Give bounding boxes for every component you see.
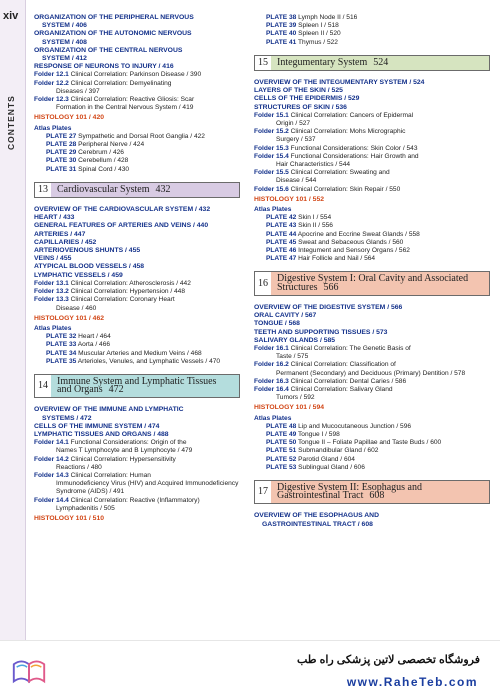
plate-title: Muscular Arteries and Medium Veins / 468 bbox=[78, 349, 202, 357]
folder-label: Folder 13.2 bbox=[34, 288, 69, 296]
plate-entry[interactable] bbox=[34, 341, 240, 349]
folder-label: Folder 15.5 bbox=[254, 169, 289, 177]
plate-entry[interactable] bbox=[254, 239, 490, 247]
plate-title: Spleen I / 518 bbox=[298, 22, 339, 30]
plate-title: Skin I / 554 bbox=[298, 214, 332, 222]
folder-label: Folder 12.2 bbox=[34, 79, 69, 87]
plate-entry[interactable] bbox=[34, 157, 240, 165]
chapter-header-16[interactable] bbox=[254, 271, 490, 295]
chapter-number: 14 bbox=[38, 380, 48, 392]
folder-entry[interactable] bbox=[34, 472, 240, 497]
plate-label: PLATE 35 bbox=[46, 357, 77, 365]
folder-label: Folder 12.3 bbox=[34, 96, 69, 104]
plate-entry[interactable] bbox=[254, 231, 490, 239]
folder-title-continued: Reactions / 480 bbox=[56, 463, 102, 471]
plate-title: Hair Follicle and Nail / 564 bbox=[298, 255, 376, 263]
folder-entry[interactable] bbox=[34, 288, 240, 296]
chapter-page: 472 bbox=[108, 384, 124, 396]
toc-section-link[interactable]: LAYERS OF THE SKIN / 525 bbox=[254, 87, 343, 95]
plate-label: PLATE 27 bbox=[46, 132, 77, 140]
plate-entry[interactable] bbox=[34, 141, 240, 149]
plate-title: Submandibular Gland / 602 bbox=[298, 447, 379, 455]
toc-section-link[interactable]: GASTROINTESTINAL TRACT / 608 bbox=[262, 520, 373, 528]
plate-entry[interactable] bbox=[34, 333, 240, 341]
folder-label: Folder 14.3 bbox=[34, 471, 69, 479]
toc-section-link[interactable]: HEART / 433 bbox=[34, 214, 75, 222]
folder-title-continued: Tumors / 592 bbox=[276, 394, 315, 402]
plate-title: Tongue I / 598 bbox=[298, 430, 340, 438]
folder-title: Clinical Correlation: Atherosclerosis / 442 bbox=[70, 279, 191, 287]
atlas-plates-heading: Atlas Plates bbox=[254, 414, 292, 422]
folder-title-continued: Diseases / 397 bbox=[56, 87, 100, 95]
plate-entry[interactable] bbox=[34, 133, 240, 141]
folder-title-continued: Immunodeficiency Virus (HIV) and Acquired Immunodeficiency Syndrome (AIDS) / 491 bbox=[56, 480, 239, 496]
folder-title-continued: Lymphadenitis / 505 bbox=[56, 504, 115, 512]
folder-label: Folder 16.1 bbox=[254, 344, 289, 352]
folder-entry[interactable] bbox=[254, 386, 490, 402]
plate-entry[interactable] bbox=[254, 22, 490, 30]
folder-title: Clinical Correlation: Hypertension / 448 bbox=[70, 288, 186, 296]
plate-entry[interactable] bbox=[254, 30, 490, 38]
folder-title-continued: Names T Lymphocyte and B Lymphocyte / 479 bbox=[56, 447, 193, 455]
folder-label: Folder 13.3 bbox=[34, 296, 69, 304]
folder-title-continued: Disease / 460 bbox=[56, 304, 97, 312]
chapter-title-box bbox=[51, 375, 239, 397]
plate-entry[interactable] bbox=[254, 14, 490, 22]
folder-entry[interactable] bbox=[34, 80, 240, 96]
plate-label: PLATE 30 bbox=[46, 157, 77, 165]
folder-label: Folder 14.4 bbox=[34, 496, 69, 504]
plate-title: Lip and Mucocutaneous Junction / 596 bbox=[298, 422, 412, 430]
plate-entry[interactable] bbox=[34, 358, 240, 366]
histology-101-link[interactable]: HISTOLOGY 101 / 462 bbox=[34, 314, 105, 322]
chapter-page: 432 bbox=[155, 183, 171, 195]
chapter-header-14[interactable] bbox=[34, 374, 240, 398]
toc-section-link[interactable]: CELLS OF THE IMMUNE SYSTEM / 474 bbox=[34, 422, 160, 430]
plate-label: PLATE 40 bbox=[266, 30, 297, 38]
chapter-number: 16 bbox=[258, 277, 268, 289]
plate-label: PLATE 45 bbox=[266, 238, 297, 246]
toc-section-link[interactable]: TEETH AND SUPPORTING TISSUES / 573 bbox=[254, 328, 388, 336]
chapter-title: Cardiovascular System bbox=[57, 183, 150, 195]
toc-section-link[interactable]: OVERVIEW OF THE IMMUNE AND LYMPHATIC bbox=[34, 406, 184, 414]
chapter-title-box bbox=[271, 272, 489, 294]
plate-title: Peripheral Nerve / 424 bbox=[78, 141, 145, 149]
chapter-title-box bbox=[271, 481, 489, 503]
plate-label: PLATE 49 bbox=[266, 430, 297, 438]
folder-entry[interactable] bbox=[254, 345, 490, 361]
toc-section-link[interactable]: GENERAL FEATURES OF ARTERIES AND VEINS / 440 bbox=[34, 222, 209, 230]
open-book-logo-icon bbox=[10, 651, 48, 689]
toc-section-link[interactable]: SYSTEM / 406 bbox=[42, 22, 87, 30]
folder-entry[interactable] bbox=[34, 296, 240, 312]
folder-entry[interactable] bbox=[34, 456, 240, 472]
chapter-page: 608 bbox=[369, 490, 385, 502]
toc-section-link[interactable]: CELLS OF THE EPIDERMIS / 529 bbox=[254, 95, 360, 103]
folder-title: Clinical Correlation: Dental Caries / 586 bbox=[290, 377, 407, 385]
atlas-plates-heading: Atlas Plates bbox=[254, 206, 292, 214]
plate-title: Sympathetic and Dorsal Root Ganglia / 422 bbox=[78, 132, 205, 140]
watermark-url: www.RaheTeb.com bbox=[346, 675, 478, 689]
chapter-header-17[interactable] bbox=[254, 480, 490, 504]
plate-label: PLATE 38 bbox=[266, 14, 297, 21]
folder-label: Folder 16.2 bbox=[254, 361, 289, 369]
histology-101-link[interactable]: HISTOLOGY 101 / 552 bbox=[254, 195, 325, 203]
plate-title: Lymph Node II / 516 bbox=[298, 14, 358, 21]
plate-title: Parotid Gland / 604 bbox=[298, 455, 355, 463]
chapter-number: 13 bbox=[38, 183, 48, 195]
watermark-persian-text: فروشگاه تخصصی لاتین پزشکی راه طب bbox=[296, 654, 480, 666]
folder-title: Clinical Correlation: Sweating and bbox=[290, 169, 390, 177]
folder-entry[interactable] bbox=[254, 378, 490, 386]
folder-title: Clinical Correlation: Demyelinating bbox=[70, 79, 172, 87]
atlas-plates-heading: Atlas Plates bbox=[34, 124, 72, 132]
toc-section-link[interactable]: ORGANIZATION OF THE AUTONOMIC NERVOUS bbox=[34, 30, 192, 38]
toc-section-link[interactable]: SYSTEM / 412 bbox=[42, 55, 87, 63]
plate-title: Tongue II – Foliate Papillae and Taste Buds / 600 bbox=[298, 439, 442, 447]
toc-section-link[interactable]: ATYPICAL BLOOD VESSELS / 458 bbox=[34, 263, 145, 271]
plate-entry[interactable] bbox=[254, 447, 490, 455]
page-number: xiv bbox=[3, 10, 19, 22]
folder-label: Folder 15.2 bbox=[254, 128, 289, 136]
folder-label: Folder 16.4 bbox=[254, 385, 289, 393]
plate-label: PLATE 44 bbox=[266, 230, 297, 238]
plate-entry[interactable] bbox=[254, 214, 490, 222]
folder-label: Folder 15.1 bbox=[254, 111, 289, 119]
folder-title-continued: Disease / 544 bbox=[276, 177, 317, 185]
plate-title: Sublingual Gland / 606 bbox=[298, 463, 365, 471]
toc-section-link[interactable]: SALIVARY GLANDS / 585 bbox=[254, 336, 336, 344]
chapter-title: Immune System and Lymphatic Tissues and Organs bbox=[57, 375, 217, 396]
chapter-header-13[interactable] bbox=[34, 182, 240, 198]
toc-section-link[interactable]: OVERVIEW OF THE CARDIOVASCULAR SYSTEM / 432 bbox=[34, 206, 211, 214]
plate-label: PLATE 39 bbox=[266, 22, 297, 30]
plate-entry[interactable] bbox=[254, 255, 490, 263]
plate-label: PLATE 51 bbox=[266, 447, 297, 455]
toc-section-link[interactable]: RESPONSE OF NEURONS TO INJURY / 416 bbox=[34, 63, 174, 71]
folder-entry[interactable] bbox=[254, 361, 490, 377]
folder-title-continued: Origin / 527 bbox=[276, 120, 311, 128]
toc-section-link[interactable]: OVERVIEW OF THE DIGESTIVE SYSTEM / 566 bbox=[254, 303, 403, 311]
histology-101-link[interactable]: HISTOLOGY 101 / 510 bbox=[34, 514, 105, 522]
atlas-plates-heading: Atlas Plates bbox=[34, 324, 72, 332]
toc-section-link[interactable]: LYMPHATIC TISSUES AND ORGANS / 488 bbox=[34, 430, 169, 438]
plate-title: Aorta / 466 bbox=[77, 341, 111, 349]
folder-title: Clinical Correlation: Coronary Heart bbox=[70, 296, 175, 304]
folder-title: Clinical Correlation: Human bbox=[70, 471, 151, 479]
plate-entry[interactable] bbox=[254, 423, 490, 431]
toc-left-column bbox=[34, 14, 240, 523]
plate-title: Thymus / 522 bbox=[298, 38, 338, 46]
folder-label: Folder 13.1 bbox=[34, 279, 69, 287]
toc-section-link[interactable]: STRUCTURES OF SKIN / 536 bbox=[254, 103, 347, 111]
plate-entry[interactable] bbox=[254, 464, 490, 472]
contents-side-label bbox=[6, 88, 20, 158]
plate-label: PLATE 32 bbox=[46, 333, 77, 341]
folder-label: Folder 16.3 bbox=[254, 377, 289, 385]
plate-title: Spleen II / 520 bbox=[298, 30, 341, 38]
chapter-header-15[interactable] bbox=[254, 55, 490, 71]
plate-label: PLATE 41 bbox=[266, 38, 297, 46]
chapter-page: 524 bbox=[373, 56, 389, 68]
toc-section-link[interactable]: ARTERIES / 447 bbox=[34, 230, 86, 238]
plate-entry[interactable] bbox=[254, 456, 490, 464]
plate-label: PLATE 33 bbox=[46, 341, 77, 349]
plate-title: Cerebellum / 428 bbox=[78, 157, 129, 165]
folder-entry[interactable] bbox=[34, 96, 240, 112]
folder-title-continued: Taste / 575 bbox=[276, 353, 309, 361]
plate-label: PLATE 31 bbox=[46, 165, 77, 173]
folder-label: Folder 14.1 bbox=[34, 439, 69, 447]
folder-title: Clinical Correlation: Classification of bbox=[290, 361, 396, 369]
folder-title: Clinical Correlation: Skin Repair / 550 bbox=[290, 185, 401, 193]
chapter-title-box bbox=[271, 56, 489, 70]
folder-title: Functional Considerations: Skin Color / 543 bbox=[290, 144, 418, 152]
folder-label: Folder 12.1 bbox=[34, 71, 69, 79]
histology-101-link[interactable]: HISTOLOGY 101 / 594 bbox=[254, 404, 325, 412]
toc-section-link[interactable]: VEINS / 455 bbox=[34, 255, 72, 263]
toc-section-link[interactable]: OVERVIEW OF THE INTEGUMENTARY SYSTEM / 524 bbox=[254, 79, 425, 87]
plate-entry[interactable] bbox=[254, 39, 490, 47]
histology-101-link[interactable]: HISTOLOGY 101 / 420 bbox=[34, 114, 105, 122]
toc-section-link[interactable]: ORGANIZATION OF THE PERIPHERAL NERVOUS bbox=[34, 14, 194, 21]
toc-section-link[interactable]: ARTERIOVENOUS SHUNTS / 455 bbox=[34, 247, 141, 255]
folder-title-continued: Formation in the Central Nervous System / 419 bbox=[56, 104, 194, 112]
folder-entry[interactable] bbox=[34, 439, 240, 455]
folder-title: Clinical Correlation: Salivary Gland bbox=[290, 385, 393, 393]
toc-section-link[interactable]: LYMPHATIC VESSELS / 459 bbox=[34, 271, 123, 279]
plate-entry[interactable] bbox=[34, 166, 240, 174]
plate-label: PLATE 29 bbox=[46, 149, 77, 157]
plate-label: PLATE 43 bbox=[266, 222, 297, 230]
plate-label: PLATE 46 bbox=[266, 247, 297, 255]
toc-section-link[interactable]: OVERVIEW OF THE ESOPHAGUS AND bbox=[254, 512, 380, 520]
folder-entry[interactable] bbox=[254, 169, 490, 185]
toc-section-link[interactable]: SYSTEM / 408 bbox=[42, 38, 87, 46]
folder-title: Clinical Correlation: Reactive (Inflammatory) bbox=[70, 496, 200, 504]
plate-entry[interactable] bbox=[254, 439, 490, 447]
chapter-number: 17 bbox=[258, 486, 268, 498]
chapter-title: Digestive System I: Oral Cavity and Associated Structures bbox=[277, 273, 469, 293]
contents-side-strip bbox=[0, 0, 26, 640]
plate-label: PLATE 42 bbox=[266, 214, 297, 222]
folder-title: Functional Considerations: Hair Growth and bbox=[290, 152, 419, 160]
folder-title-continued: Permanent (Secondary) and Deciduous (Primary) Dentition / 578 bbox=[276, 369, 466, 377]
toc-section-link[interactable]: ORAL CAVITY / 567 bbox=[254, 312, 317, 320]
toc-section-link[interactable]: ORGANIZATION OF THE CENTRAL NERVOUS bbox=[34, 46, 183, 54]
plate-label: PLATE 34 bbox=[46, 349, 77, 357]
plate-title: Spinal Cord / 430 bbox=[78, 165, 130, 173]
toc-section-link[interactable]: SYSTEMS / 472 bbox=[42, 414, 92, 422]
watermark-footer bbox=[0, 640, 500, 700]
plate-label: PLATE 50 bbox=[266, 439, 297, 447]
folder-title: Clinical Correlation: Parkinson Disease / 390 bbox=[70, 71, 202, 79]
plate-label: PLATE 52 bbox=[266, 455, 297, 463]
chapter-title-box bbox=[51, 183, 239, 197]
plate-title: Integument and Sensory Organs / 562 bbox=[298, 247, 410, 255]
folder-entry[interactable] bbox=[254, 145, 490, 153]
folder-title: Clinical Correlation: Mohs Micrographic bbox=[290, 128, 406, 136]
chapter-title: Integumentary System bbox=[277, 56, 368, 68]
folder-entry[interactable] bbox=[254, 153, 490, 169]
plate-label: PLATE 53 bbox=[266, 463, 297, 471]
folder-label: Folder 15.6 bbox=[254, 185, 289, 193]
plate-title: Arterioles, Venules, and Lymphatic Vessels / 470 bbox=[77, 357, 221, 365]
plate-title: Cerebrum / 426 bbox=[78, 149, 124, 157]
plate-entry[interactable] bbox=[254, 222, 490, 230]
plate-entry[interactable] bbox=[34, 149, 240, 157]
plate-title: Apocrine and Eccrine Sweat Glands / 558 bbox=[297, 230, 420, 238]
folder-label: Folder 15.3 bbox=[254, 144, 289, 152]
chapter-number: 15 bbox=[258, 56, 268, 68]
contents-side-label-text: CONTENTS bbox=[6, 95, 16, 150]
plate-title: Skin II / 556 bbox=[298, 222, 333, 230]
folder-entry[interactable] bbox=[254, 128, 490, 144]
plate-label: PLATE 47 bbox=[266, 255, 297, 263]
folder-title: Clinical Correlation: Hypersensitivity bbox=[70, 455, 176, 463]
plate-label: PLATE 28 bbox=[46, 141, 77, 149]
toc-section-link[interactable]: CAPILLARIES / 452 bbox=[34, 238, 97, 246]
plate-title: Sweat and Sebaceous Glands / 560 bbox=[298, 238, 404, 246]
plate-title: Heart / 464 bbox=[78, 333, 111, 341]
folder-title-continued: Surgery / 537 bbox=[276, 136, 316, 144]
plate-entry[interactable] bbox=[34, 350, 240, 358]
plate-label: PLATE 48 bbox=[266, 422, 297, 430]
toc-section-link[interactable]: TONGUE / 568 bbox=[254, 320, 300, 328]
chapter-title: Digestive System II: Esophagus and Gastrointestinal Tract bbox=[277, 481, 422, 502]
folder-title: Clinical Correlation: Cancers of Epidermal bbox=[290, 111, 414, 119]
folder-entry[interactable] bbox=[254, 186, 490, 194]
folder-label: Folder 14.2 bbox=[34, 455, 69, 463]
folder-label: Folder 15.4 bbox=[254, 152, 289, 160]
folder-entry[interactable] bbox=[254, 112, 490, 128]
plate-entry[interactable] bbox=[254, 431, 490, 439]
folder-entry[interactable] bbox=[34, 497, 240, 513]
folder-title-continued: Hair Characteristics / 544 bbox=[276, 161, 351, 169]
folder-entry[interactable] bbox=[34, 280, 240, 288]
folder-title: Clinical Correlation: Reactive Gliosis: Scar bbox=[70, 96, 195, 104]
chapter-page: 566 bbox=[323, 281, 339, 293]
folder-entry[interactable] bbox=[34, 71, 240, 79]
folder-title: Clinical Correlation: The Genetic Basis of bbox=[290, 344, 411, 352]
plate-entry[interactable] bbox=[254, 247, 490, 255]
folder-title: Functional Considerations: Origin of the bbox=[70, 439, 187, 447]
toc-right-column bbox=[254, 14, 490, 529]
